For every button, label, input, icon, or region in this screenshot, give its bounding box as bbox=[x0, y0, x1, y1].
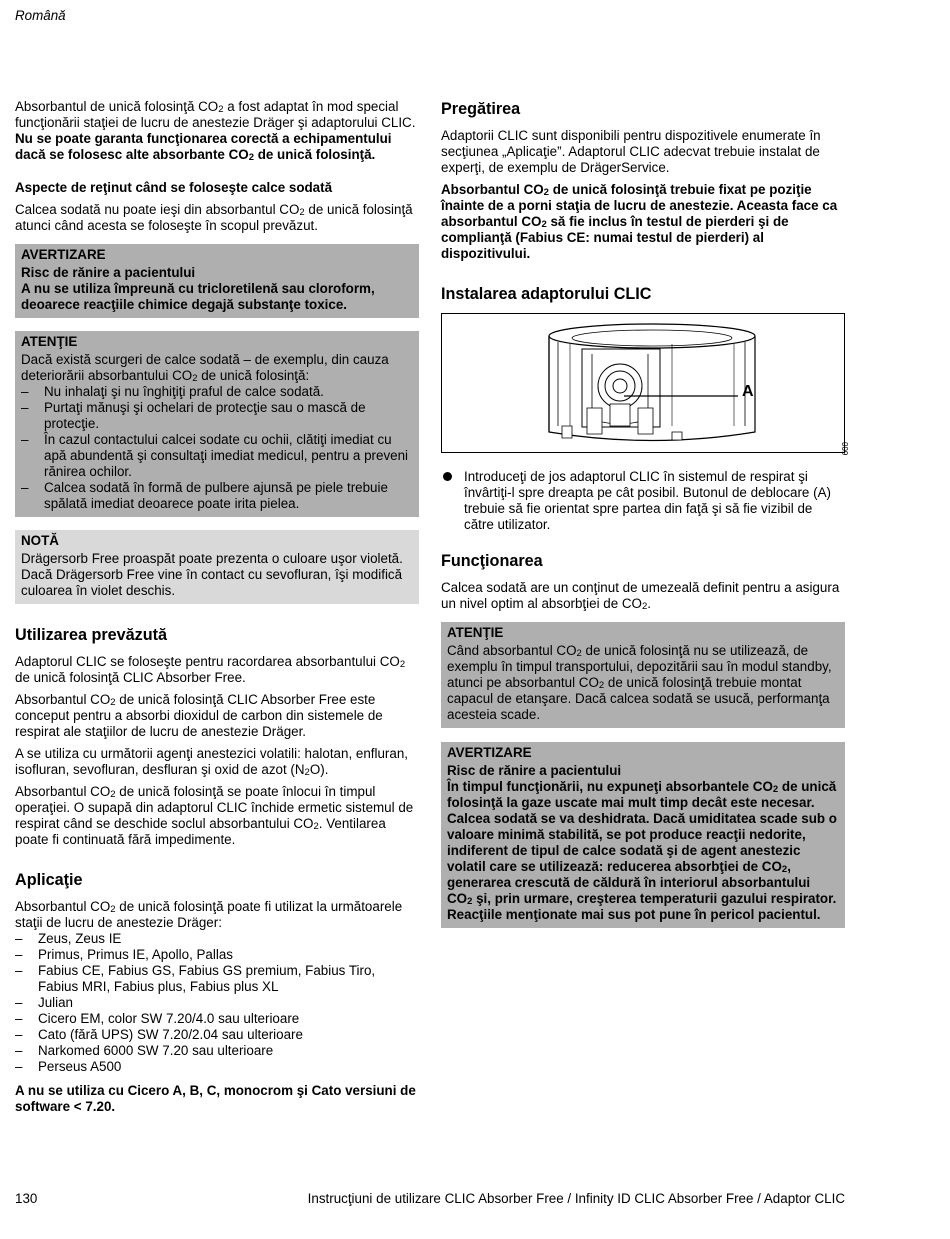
caution-text: Dacă există scurgeri de calce sodată – de exemplu, din cauza deteriorării absorbantului CO2 de unică folosinţă: bbox=[21, 352, 389, 384]
list-item: – Cicero EM, color SW 7.20/4.0 sau ulterioare bbox=[15, 1011, 419, 1027]
application-list bbox=[15, 931, 419, 1075]
application-warning: A nu se utiliza cu Cicero A, B, C, monocrom şi Cato versiuni de software < 7.20. bbox=[15, 1083, 416, 1114]
warning-line1: Risc de rănire a pacientului bbox=[21, 265, 196, 280]
warning-title: AVERTIZARE bbox=[21, 247, 106, 262]
caution-text: Când absorbantul CO2 de unică folosinţă nu se utilizează, de exemplu în timpul transportului, depozitării sau în modul standby, atunci pe absorbantul CO2 de unică folosinţă trebuie montat capacul de etanşare. Dacă calcea sodată se usucă, performanţa acesteia scade. bbox=[447, 643, 832, 722]
figure-label-a: A bbox=[742, 383, 754, 400]
list-item: – În cazul contactului calcei sodate cu ochii, clătiţi imediat cu apă abundentă şi consultaţi imediat medicul, pentru a preveni rănirea ochilor. bbox=[21, 432, 413, 480]
warning-line3: Calcea sodată se va deshidrata. Dacă umiditatea scade sub o valoare minimă stabilită, se pot produce reacţii nedorite, indiferent de tipul de calce sodată şi de agent anestezic volatil care se utilizează: reducerea absorbţiei de CO2, generarea crescută de căldură în interiorul absorbantului CO2 şi, prin urmare, creşterea temperaturii gazului respirator. Reacţiile menţionate mai sus pot pune în pericol pacientul. bbox=[447, 811, 837, 922]
note-box bbox=[15, 530, 419, 604]
note-title: NOTĂ bbox=[21, 533, 59, 548]
intro-paragraph: Absorbantul de unică folosinţă CO2 a fost adaptat în mod special funcţionării staţiei de lucru de anestezie Dräger şi adaptorului CLIC. Nu se poate garanta funcţionarea corectă a echipamentului dacă se folosesc alte absorbante CO2 de unică folosinţă. bbox=[15, 99, 416, 163]
preparation-p2: Absorbantul CO2 de unică folosinţă trebuie fixat pe poziţie înainte de a porni staţia de lucru de anestezie. Aceasta face ca absorbantul CO2 să fie inclus în testul de pierderi şi de complianţă (Fabius CE: numai testul de pierderi) al dispozitivului. bbox=[441, 182, 838, 261]
right-column bbox=[441, 99, 849, 938]
caution-box-seal bbox=[441, 622, 845, 728]
figure-code: 009 bbox=[840, 442, 849, 456]
list-item: – Perseus A500 bbox=[15, 1059, 419, 1075]
preparation-p1: Adaptorii CLIC sunt disponibili pentru dispozitivele enumerate în secţiunea „Aplicaţie”. Adaptorul CLIC adecvat trebuie instalat de experţi, de exemplu de DrägerService. bbox=[441, 128, 821, 175]
intended-use-p3: A se utiliza cu următorii agenţi anestezici volatili: halotan, enfluran, isofluran, sevofluran, desfluran şi oxid de azot (N2O). bbox=[15, 746, 409, 778]
operation-paragraph: Calcea sodată are un conţinut de umezeală definit pentru a asigura un nivel optim al absorbţiei de CO2. bbox=[441, 580, 840, 612]
application-heading: Aplicaţie bbox=[15, 871, 83, 889]
warning-line2: A nu se utiliza împreună cu tricloretilenă sau cloroform, deoarece reacţiile chimice degajă substanţe toxice. bbox=[21, 281, 375, 312]
clic-adapter-figure bbox=[441, 313, 849, 456]
warning-title: AVERTIZARE bbox=[447, 745, 532, 760]
caution-box-spill bbox=[15, 331, 419, 517]
preparation-heading: Pregătirea bbox=[441, 100, 521, 118]
list-item: – Nu inhalaţi şi nu înghiţiţi praful de calce sodată. bbox=[21, 384, 413, 400]
intended-use-heading: Utilizarea prevăzută bbox=[15, 626, 168, 644]
list-item: – Julian bbox=[15, 995, 419, 1011]
footer-title: Instrucţiuni de utilizare CLIC Absorber Free / Infinity ID CLIC Absorber Free / Adaptor CLIC bbox=[307, 1191, 845, 1206]
caution-title: ATENŢIE bbox=[21, 334, 78, 349]
list-item: – Fabius CE, Fabius GS, Fabius GS premium, Fabius Tiro, Fabius MRI, Fabius plus, Fabius plus XL bbox=[15, 963, 419, 995]
page-number: 130 bbox=[15, 1191, 38, 1206]
caution-title: ATENŢIE bbox=[447, 625, 504, 640]
install-step: Introduceţi de jos adaptorul CLIC în sistemul de respirat şi învârtiţi-l spre dreapta pe cât posibil. Butonul de deblocare (A) trebuie să fie orientat spre partea din faţă şi să fie vizibil de către utilizator. bbox=[441, 469, 845, 533]
bullet-icon bbox=[443, 472, 452, 481]
aspects-paragraph: Calcea sodată nu poate ieşi din absorbantul CO2 de unică folosinţă atunci când acesta se foloseşte în scopul prevăzut. bbox=[15, 202, 413, 233]
list-item: – Narkomed 6000 SW 7.20 sau ulterioare bbox=[15, 1043, 419, 1059]
caution-list bbox=[21, 384, 413, 512]
intended-use-p1: Adaptorul CLIC se foloseşte pentru racordarea absorbantului CO2 de unică folosinţă CLIC Absorber Free. bbox=[15, 654, 406, 685]
language-label: Română bbox=[15, 8, 66, 23]
list-item: – Calcea sodată în formă de pulbere ajunsă pe piele trebuie spălată imediat deoarece poate irita pielea. bbox=[21, 480, 413, 512]
operation-heading: Funcţionarea bbox=[441, 552, 543, 570]
left-column bbox=[15, 99, 419, 1121]
warning-line2: În timpul funcţionării, nu expuneţi absorbantele CO2 de unică folosinţă la gaze uscate mai mult timp decât este necesar. bbox=[447, 779, 837, 810]
intended-use-p4: Absorbantul CO2 de unică folosinţă se poate înlocui în timpul operaţiei. O supapă din adaptorul CLIC închide ermetic sistemul de respirat când se deschide soclul absorbantului CO2. Ventilarea poate fi continuată fără impedimente. bbox=[15, 784, 414, 847]
warning-box-toxic bbox=[15, 244, 419, 318]
warning-box-dry-gas bbox=[441, 742, 845, 928]
warning-line1: Risc de rănire a pacientului bbox=[447, 763, 622, 778]
application-paragraph: Absorbantul CO2 de unică folosinţă poate fi utilizat la următoarele staţii de lucru de anestezie Dräger: bbox=[15, 899, 403, 930]
list-item: – Cato (fără UPS) SW 7.20/2.04 sau ulterioare bbox=[15, 1027, 419, 1043]
list-item: – Purtaţi mănuşi şi ochelari de protecţie sau o mască de protecţie. bbox=[21, 400, 413, 432]
clic-adapter-illustration bbox=[442, 314, 844, 452]
intended-use-p2: Absorbantul CO2 de unică folosinţă CLIC Absorber Free este conceput pentru a absorbi dioxidul de carbon din sistemele de respirat ale staţiilor de lucru de anestezie Dräger. bbox=[15, 692, 383, 739]
list-item: – Zeus, Zeus IE bbox=[15, 931, 419, 947]
aspects-heading: Aspecte de reţinut când se foloseşte calce sodată bbox=[15, 180, 333, 195]
note-text: Drägersorb Free proaspăt poate prezenta o culoare uşor violetă. Dacă Drägersorb Free vine în contact cu sevofluran, îşi modifică culoarea în violet deschis. bbox=[21, 551, 403, 598]
list-item: – Primus, Primus IE, Apollo, Pallas bbox=[15, 947, 419, 963]
install-heading: Instalarea adaptorului CLIC bbox=[441, 285, 652, 303]
